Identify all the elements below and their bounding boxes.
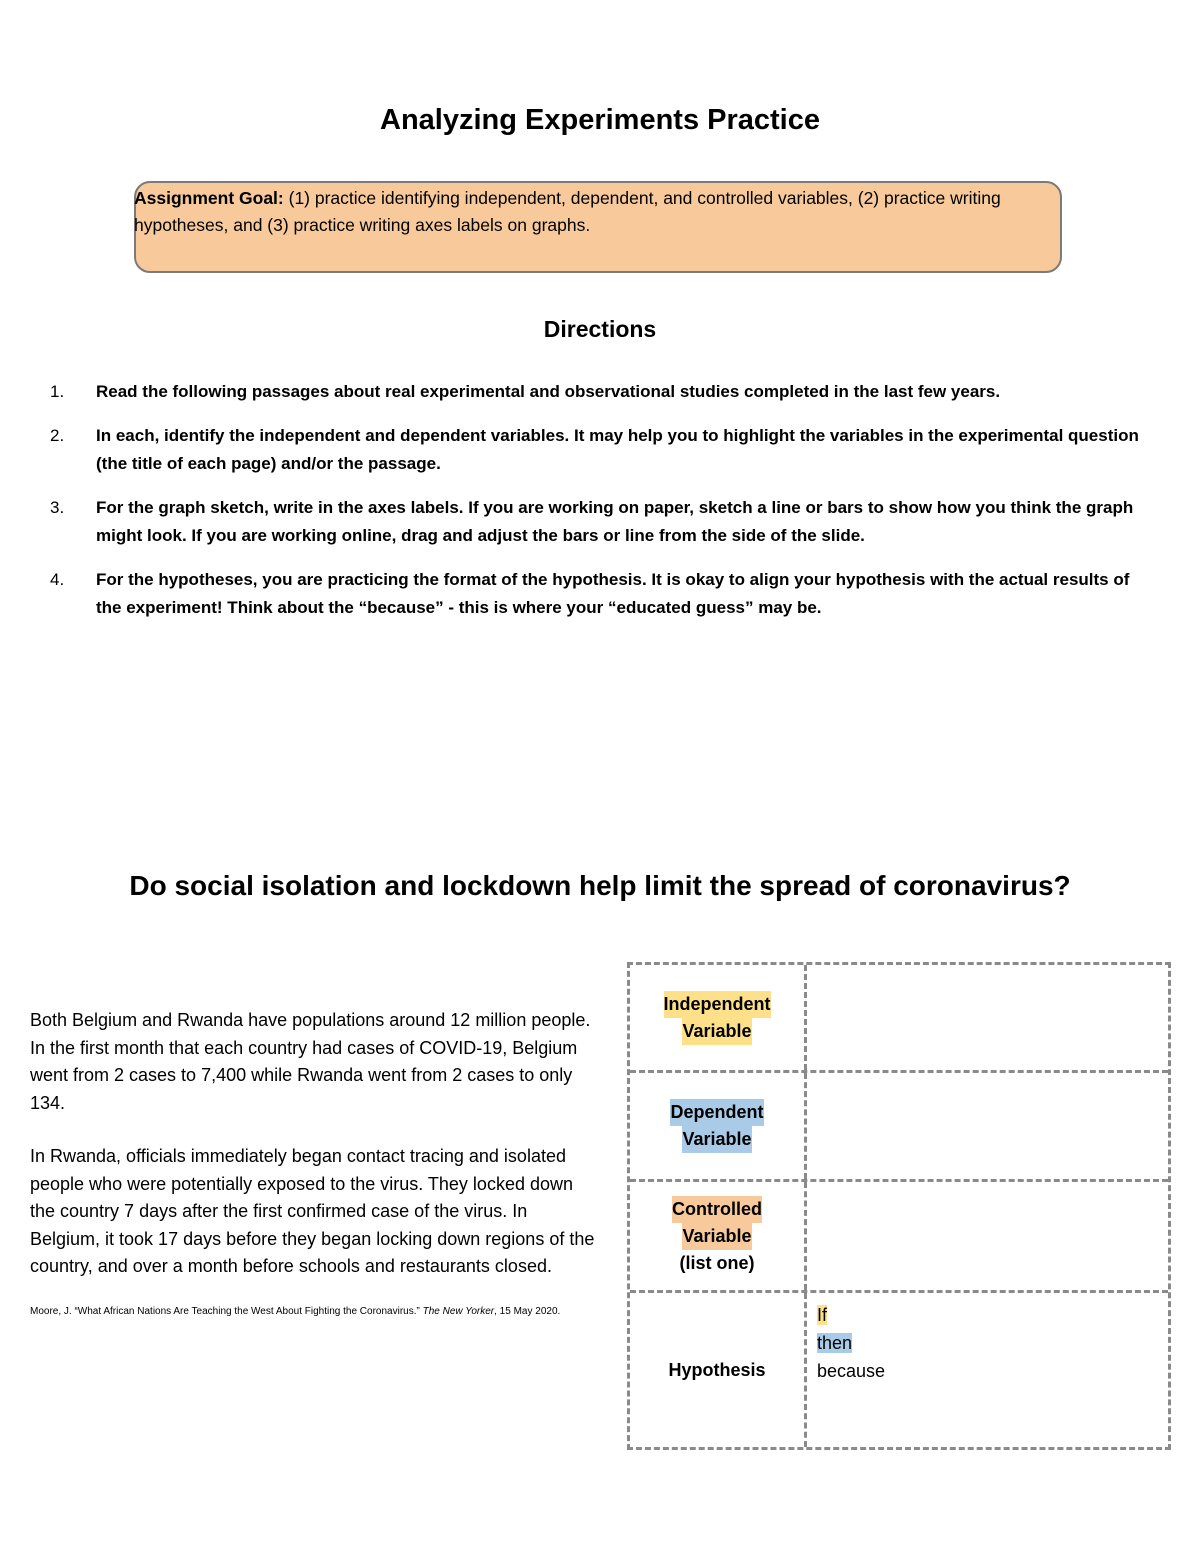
direction-item <box>50 378 1150 406</box>
direction-item <box>50 422 1150 478</box>
controlled-label-line1: Controlled <box>672 1196 762 1223</box>
controlled-label-line3: (list one) <box>679 1252 755 1273</box>
dependent-label-line1: Dependent <box>670 1099 763 1126</box>
variables-table <box>627 962 1171 1450</box>
passage-paragraph: Both Belgium and Rwanda have populations around 12 million people. In the first month that each country had cases of COVID-19, Belgium went from 2 cases to 7,400 while Rwanda went from 2 cases to only 134. <box>30 1010 591 1113</box>
dependent-label-line2: Variable <box>682 1126 751 1153</box>
hypothesis-then: then <box>817 1333 853 1353</box>
direction-text: Read the following passages about real experimental and observational studies completed in the last few years. <box>96 382 1001 401</box>
controlled-label-line2: Variable <box>682 1223 751 1250</box>
direction-number: 1. <box>50 382 65 401</box>
dependent-variable-answer[interactable] <box>807 1073 1168 1179</box>
direction-item <box>50 566 1150 622</box>
independent-label-line2: Variable <box>682 1018 751 1045</box>
independent-variable-row <box>630 965 1168 1073</box>
citation-suffix: , 15 May 2020. <box>494 1305 561 1317</box>
direction-text: In each, identify the independent and dependent variables. It may help you to highlight the variables in the experimental question (the title of each page) and/or the passage. <box>96 426 1139 473</box>
assignment-goal <box>134 185 1034 239</box>
hypothesis-if: If <box>817 1305 828 1325</box>
hypothesis-label <box>630 1293 807 1447</box>
direction-item <box>50 494 1150 550</box>
controlled-variable-row <box>630 1182 1168 1293</box>
citation-prefix: Moore, J. “What African Nations Are Teaching the West About Fighting the Coronavirus.” <box>30 1305 423 1317</box>
hypothesis-because: because <box>817 1361 886 1381</box>
hypothesis-label-text: Hypothesis <box>668 1359 766 1380</box>
controlled-variable-answer[interactable] <box>807 1182 1168 1290</box>
direction-number: 2. <box>50 426 65 445</box>
hypothesis-row <box>630 1293 1168 1447</box>
directions-heading: Directions <box>543 316 657 342</box>
directions-list <box>50 378 1150 638</box>
page-title: Analyzing Experiments Practice <box>380 104 820 136</box>
assignment-goal-label: Assignment Goal: <box>134 188 284 208</box>
direction-text: For the graph sketch, write in the axes labels. If you are working on paper, sketch a line or bars to show how you think the graph might look. If you are working online, drag and adjust the bars or line from the side of the slide. <box>96 498 1134 545</box>
independent-label-line1: Independent <box>664 991 771 1018</box>
direction-number: 4. <box>50 570 65 589</box>
direction-text: For the hypotheses, you are practicing the format of the hypothesis. It is okay to align your hypothesis with the actual results of the experiment! Think about the “because” - this is where your “educated guess” may be. <box>96 570 1130 617</box>
controlled-variable-label <box>630 1182 807 1290</box>
independent-variable-answer[interactable] <box>807 965 1168 1070</box>
direction-number: 3. <box>50 498 65 517</box>
passage-paragraph: In Rwanda, officials immediately began contact tracing and isolated people who were potentially exposed to the virus. They locked down the country 7 days after the first confirmed case of the virus. In Belgium, it took 17 days before they began locking down regions of the country, and over a month before schools and restaurants closed. <box>30 1146 595 1276</box>
dependent-variable-row <box>630 1073 1168 1182</box>
hypothesis-answer[interactable] <box>807 1293 1168 1447</box>
passage <box>30 1007 600 1320</box>
independent-variable-label <box>630 965 807 1070</box>
assignment-goal-text: (1) practice identifying independent, dependent, and controlled variables, (2) practice writing hypotheses, and (3) practice writing axes labels on graphs. <box>134 188 1001 235</box>
dependent-variable-label <box>630 1073 807 1179</box>
citation-source: The New Yorker <box>422 1305 495 1317</box>
experimental-question: Do social isolation and lockdown help limit the spread of coronavirus? <box>129 870 1071 901</box>
citation <box>30 1303 590 1320</box>
